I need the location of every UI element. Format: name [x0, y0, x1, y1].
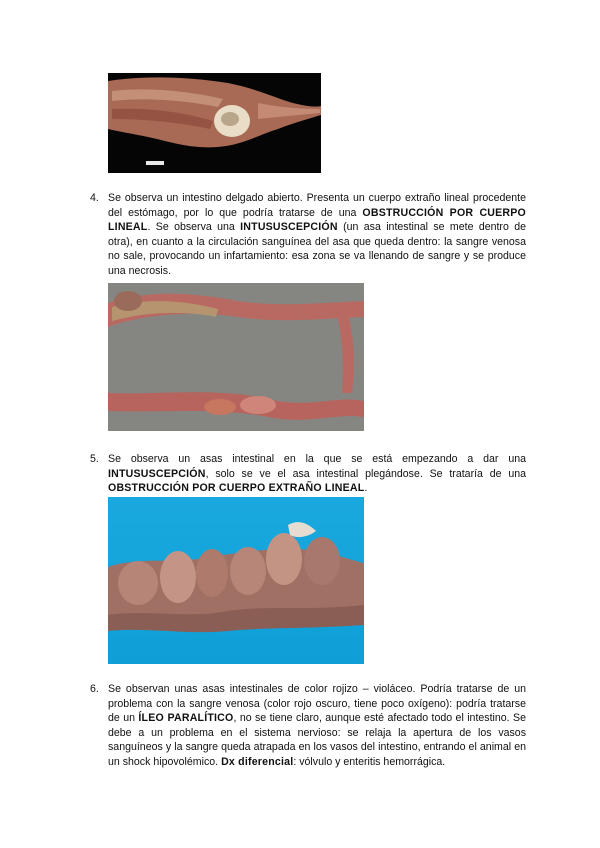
list-item-5 — [90, 452, 526, 496]
photo-opened-intestine — [108, 283, 364, 431]
item-text: , no se tiene claro, aunque esté afectado todo el intestino. Se debe a un problema en el sistema nervioso: se relaja la apertura de los vasos sanguíneos y la sangre queda atrapada en los vasos del intestino, entrando el animal en un shock hipovolémico. — [108, 712, 526, 768]
item-text: Se observan unas asas intestinales de color rojizo – violáceo. Podría tratarse de un problema con la sangre venosa (color rojo oscuro, tiene poco oxígeno): podría tratarse de un — [108, 683, 526, 725]
item-text: : vólvulo y enteritis hemorrágica. — [293, 755, 446, 768]
diagnosis-highlight: OBSTRUCCIÓN POR CUERPO EXTRAÑO LINEAL — [108, 482, 365, 495]
list-item-6 — [90, 682, 526, 770]
photo-opened-stomach — [108, 73, 321, 173]
photo-intussusception — [108, 497, 364, 664]
item-paragraph — [108, 682, 526, 770]
diagnosis-highlight: ÍLEO PARALÍTICO — [138, 712, 234, 725]
diagnosis-highlight: Dx diferencial — [221, 755, 294, 768]
item-paragraph — [108, 191, 526, 279]
item-paragraph — [108, 452, 526, 496]
item-text: . — [364, 482, 368, 495]
item-text: Se observa un intestino delgado abierto. Presenta un cuerpo extraño lineal procedente del estómago, por lo que podría tratarse de una — [108, 192, 526, 219]
diagnosis-highlight: INTUSUSCEPCIÓN — [108, 467, 206, 480]
diagnosis-highlight: INTUSUSCEPCIÓN — [240, 221, 338, 234]
item-number: 4. — [90, 192, 99, 204]
item-text: Se observa un asas intestinal en la que se está empezando a dar una — [108, 453, 526, 465]
item-text: (un asa intestinal se mete dentro de otra), en cuanto a la circulación sanguínea del asa que queda dentro: la sangre venosa no sale, provocando un infartamiento: esa zona se va llenando de sangre y se produce una necrosis. — [108, 221, 526, 277]
item-text: , solo se ve el asa intestinal plegándose. Se trataría de una — [205, 467, 526, 480]
item-number: 6. — [90, 683, 99, 695]
item-number: 5. — [90, 453, 99, 465]
diagnosis-highlight: OBSTRUCCIÓN POR CUERPO LINEAL — [108, 206, 526, 234]
list-item-4 — [90, 191, 526, 279]
item-text: . Se observa una — [147, 221, 241, 234]
